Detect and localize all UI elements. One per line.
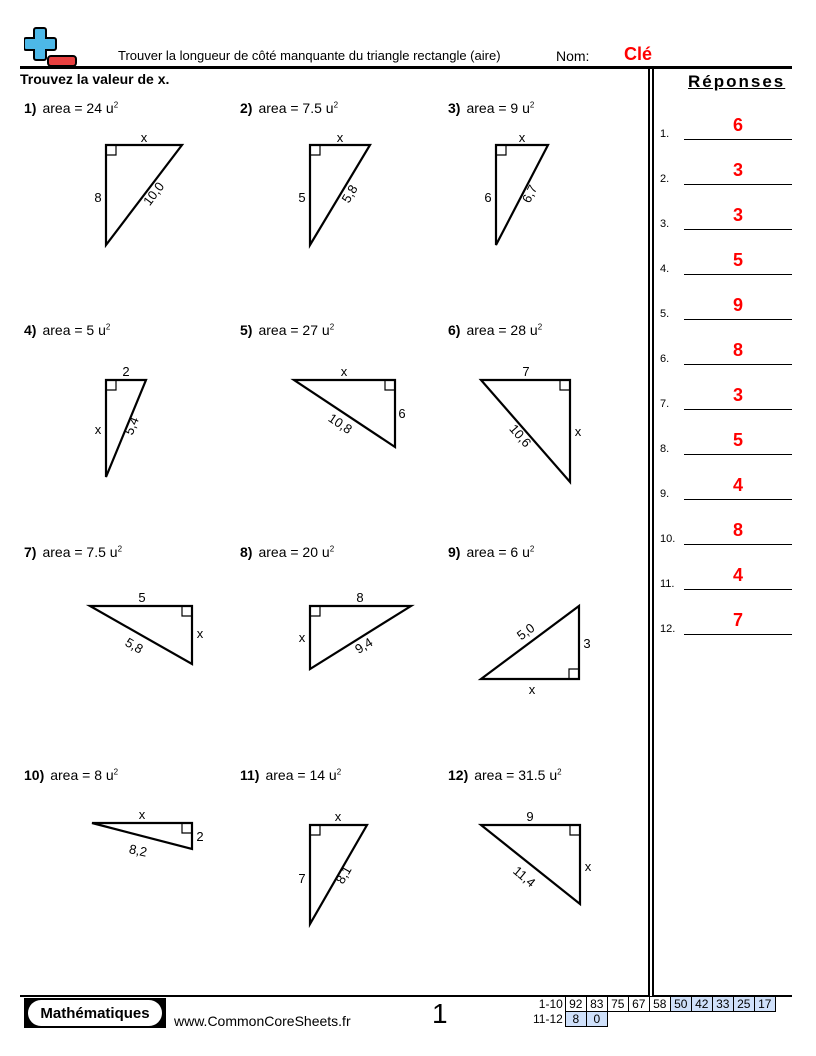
problem-9 <box>448 544 648 744</box>
answer-row <box>660 521 792 545</box>
answer-line <box>684 499 792 500</box>
problem-number: 3) <box>448 100 461 116</box>
right-triangle-figure <box>24 767 224 967</box>
plus-minus-logo-icon <box>24 26 80 68</box>
area-text: area = 14 u <box>265 767 337 783</box>
answer-line <box>684 184 792 185</box>
side-label: x <box>528 682 536 697</box>
right-angle-icon <box>310 825 320 835</box>
answer-number: 6. <box>660 353 670 365</box>
score-cell: 17 <box>754 997 775 1012</box>
answer-number: 10. <box>660 533 676 545</box>
answer-value: 5 <box>732 250 743 270</box>
problem-2 <box>240 100 440 300</box>
answer-number: 3. <box>660 218 670 230</box>
answer-row <box>660 161 792 185</box>
answer-row <box>660 611 792 635</box>
problem-8 <box>240 544 440 744</box>
answer-line <box>684 544 792 545</box>
side-label: 5 <box>138 590 146 605</box>
answer-row <box>660 566 792 590</box>
area-exponent: 2 <box>117 544 123 554</box>
answer-value: 6 <box>732 115 743 135</box>
right-angle-icon <box>569 669 579 679</box>
problem-number: 2) <box>240 100 253 116</box>
area-text: area = 28 u <box>466 322 538 338</box>
answer-value: 4 <box>732 475 743 495</box>
right-triangle-figure <box>240 100 440 300</box>
area-text: area = 24 u <box>42 100 114 116</box>
side-label: x <box>574 424 582 439</box>
area-exponent: 2 <box>336 767 342 777</box>
page-number: 1 <box>432 998 448 1029</box>
answer-value: 3 <box>732 205 743 225</box>
side-label: 8,1 <box>332 863 355 887</box>
answer-number: 7. <box>660 398 670 410</box>
answer-number: 4. <box>660 263 670 275</box>
side-label: 10,6 <box>506 421 535 451</box>
answer-line <box>684 454 792 455</box>
right-triangle-figure <box>448 322 648 522</box>
side-label: 11,4 <box>510 863 539 891</box>
side-label: 5,8 <box>338 182 361 206</box>
answer-row <box>660 431 792 455</box>
answer-row <box>660 206 792 230</box>
problem-number: 10) <box>24 767 45 783</box>
side-label: 6 <box>484 190 492 205</box>
problem-4 <box>24 322 224 522</box>
side-label: x <box>336 130 344 145</box>
problem-number: 9) <box>448 544 461 560</box>
side-label: x <box>138 807 146 822</box>
problem-number: 4) <box>24 322 37 338</box>
score-cell: 75 <box>607 997 628 1012</box>
answers-title: Réponses <box>688 72 786 91</box>
side-label: 9 <box>526 809 534 824</box>
side-label: 8,2 <box>127 841 149 860</box>
score-table <box>530 996 776 1027</box>
side-label: 7 <box>522 364 530 379</box>
area-text: area = 31.5 u <box>474 767 558 783</box>
answer-number: 2. <box>660 173 670 185</box>
area-exponent: 2 <box>113 767 119 777</box>
side-label: 2 <box>196 829 204 844</box>
area-text: area = 7.5 u <box>42 544 118 560</box>
side-label: 10,8 <box>325 410 355 437</box>
side-label: 6 <box>398 406 406 421</box>
answer-line <box>684 139 792 140</box>
right-triangle-figure <box>24 544 224 744</box>
score-cell: 83 <box>586 997 607 1012</box>
header-divider <box>20 66 792 69</box>
side-label: 7 <box>298 871 306 886</box>
answer-number: 5. <box>660 308 670 320</box>
answer-value: 5 <box>732 430 743 450</box>
side-label: x <box>518 130 526 145</box>
right-triangle-figure <box>448 544 648 744</box>
name-label: Nom: <box>556 48 590 64</box>
right-triangle-figure <box>240 544 440 744</box>
answer-number: 8. <box>660 443 670 455</box>
area-exponent: 2 <box>529 544 535 554</box>
right-triangle-figure <box>448 100 648 300</box>
right-angle-icon <box>106 145 116 155</box>
score-range-label: 1-10 <box>538 997 563 1011</box>
side-label: 8 <box>94 190 102 205</box>
problem-number: 8) <box>240 544 253 560</box>
side-label: x <box>340 364 348 379</box>
problem-12 <box>448 767 648 967</box>
answer-number: 1. <box>660 128 670 140</box>
answer-number: 9. <box>660 488 670 500</box>
side-label: 5 <box>298 190 306 205</box>
score-cell: 92 <box>565 997 586 1012</box>
instructions: Trouvez la valeur de x. <box>20 71 170 87</box>
problem-3 <box>448 100 648 300</box>
right-angle-icon <box>106 380 116 390</box>
side-label: x <box>298 630 306 645</box>
area-text: area = 27 u <box>258 322 330 338</box>
right-angle-icon <box>310 145 320 155</box>
column-divider <box>648 69 650 997</box>
problem-number: 12) <box>448 767 469 783</box>
answer-line <box>684 229 792 230</box>
answer-value: 3 <box>732 160 743 180</box>
answer-row <box>660 116 792 140</box>
answer-line <box>684 589 792 590</box>
problem-number: 11) <box>240 767 260 783</box>
answer-row <box>660 251 792 275</box>
area-exponent: 2 <box>113 100 119 110</box>
answer-row <box>660 386 792 410</box>
area-exponent: 2 <box>329 544 335 554</box>
right-triangle-figure <box>448 767 648 967</box>
right-angle-icon <box>496 145 506 155</box>
area-text: area = 7.5 u <box>258 100 334 116</box>
area-exponent: 2 <box>105 322 111 332</box>
answer-value: 8 <box>732 520 743 540</box>
score-range-label: 11-12 <box>533 1012 563 1026</box>
name-value: Clé <box>624 44 653 64</box>
area-exponent: 2 <box>333 100 339 110</box>
problem-number: 7) <box>24 544 37 560</box>
area-exponent: 2 <box>557 767 562 777</box>
answer-row <box>660 341 792 365</box>
area-exponent: 2 <box>329 322 335 332</box>
answer-value: 3 <box>732 385 743 405</box>
score-cell: 8 <box>565 1012 586 1027</box>
column-divider <box>652 69 654 997</box>
brand-label: Mathématiques <box>28 1000 162 1026</box>
area-text: area = 8 u <box>50 767 114 783</box>
side-label: x <box>94 422 102 437</box>
side-label: 2 <box>122 364 130 379</box>
side-label: 8 <box>356 590 364 605</box>
answer-value: 4 <box>732 565 743 585</box>
side-label: x <box>140 130 148 145</box>
side-label: 5,4 <box>121 414 142 438</box>
right-triangle-figure <box>240 322 440 522</box>
problem-number: 5) <box>240 322 253 338</box>
brand-badge <box>24 998 166 1028</box>
answer-line <box>684 634 792 635</box>
score-cell: 58 <box>649 997 670 1012</box>
score-cell: 0 <box>586 1012 607 1027</box>
right-triangle-figure <box>24 100 224 300</box>
answer-line <box>684 409 792 410</box>
side-label: 9,4 <box>352 634 376 657</box>
site-url: www.CommonCoreSheets.fr <box>174 1013 351 1029</box>
area-text: area = 6 u <box>466 544 530 560</box>
answer-row <box>660 476 792 500</box>
area-exponent: 2 <box>537 322 543 332</box>
side-label: 10,0 <box>139 179 168 209</box>
score-cell: 67 <box>628 997 649 1012</box>
score-row <box>530 1012 775 1027</box>
problem-number: 1) <box>24 100 37 116</box>
score-row <box>530 997 775 1012</box>
side-label: 5,8 <box>122 634 146 657</box>
worksheet-title: Trouver la longueur de côté manquante du triangle rectangle (aire) <box>118 48 501 63</box>
right-angle-icon <box>182 606 192 616</box>
answer-value: 7 <box>732 610 743 630</box>
area-text: area = 5 u <box>42 322 106 338</box>
answer-value: 9 <box>732 295 743 315</box>
side-label: 3 <box>583 636 591 651</box>
problem-7 <box>24 544 224 744</box>
right-angle-icon <box>182 823 192 833</box>
score-cell: 42 <box>691 997 712 1012</box>
answer-row <box>660 296 792 320</box>
problem-11 <box>240 767 440 967</box>
problem-number: 6) <box>448 322 461 338</box>
answer-line <box>684 274 792 275</box>
side-label: x <box>584 859 592 874</box>
answer-line <box>684 364 792 365</box>
answer-number: 12. <box>660 623 676 635</box>
answer-value: 8 <box>732 340 743 360</box>
right-angle-icon <box>310 606 320 616</box>
problem-5 <box>240 322 440 522</box>
right-angle-icon <box>560 380 570 390</box>
area-text: area = 20 u <box>258 544 330 560</box>
side-label: x <box>196 626 204 641</box>
side-label: 6,7 <box>518 182 541 206</box>
score-cell: 50 <box>670 997 691 1012</box>
problem-1 <box>24 100 224 300</box>
area-text: area = 9 u <box>466 100 530 116</box>
side-label: 5,0 <box>513 620 538 644</box>
problem-10 <box>24 767 224 967</box>
right-triangle-figure <box>24 322 224 522</box>
area-exponent: 2 <box>529 100 535 110</box>
problem-6 <box>448 322 648 522</box>
answer-number: 11. <box>660 578 675 590</box>
score-cell: 33 <box>712 997 733 1012</box>
right-angle-icon <box>385 380 395 390</box>
side-label: x <box>334 809 342 824</box>
answer-line <box>684 319 792 320</box>
right-angle-icon <box>570 825 580 835</box>
score-cell: 25 <box>733 997 754 1012</box>
right-triangle-figure <box>240 767 440 967</box>
